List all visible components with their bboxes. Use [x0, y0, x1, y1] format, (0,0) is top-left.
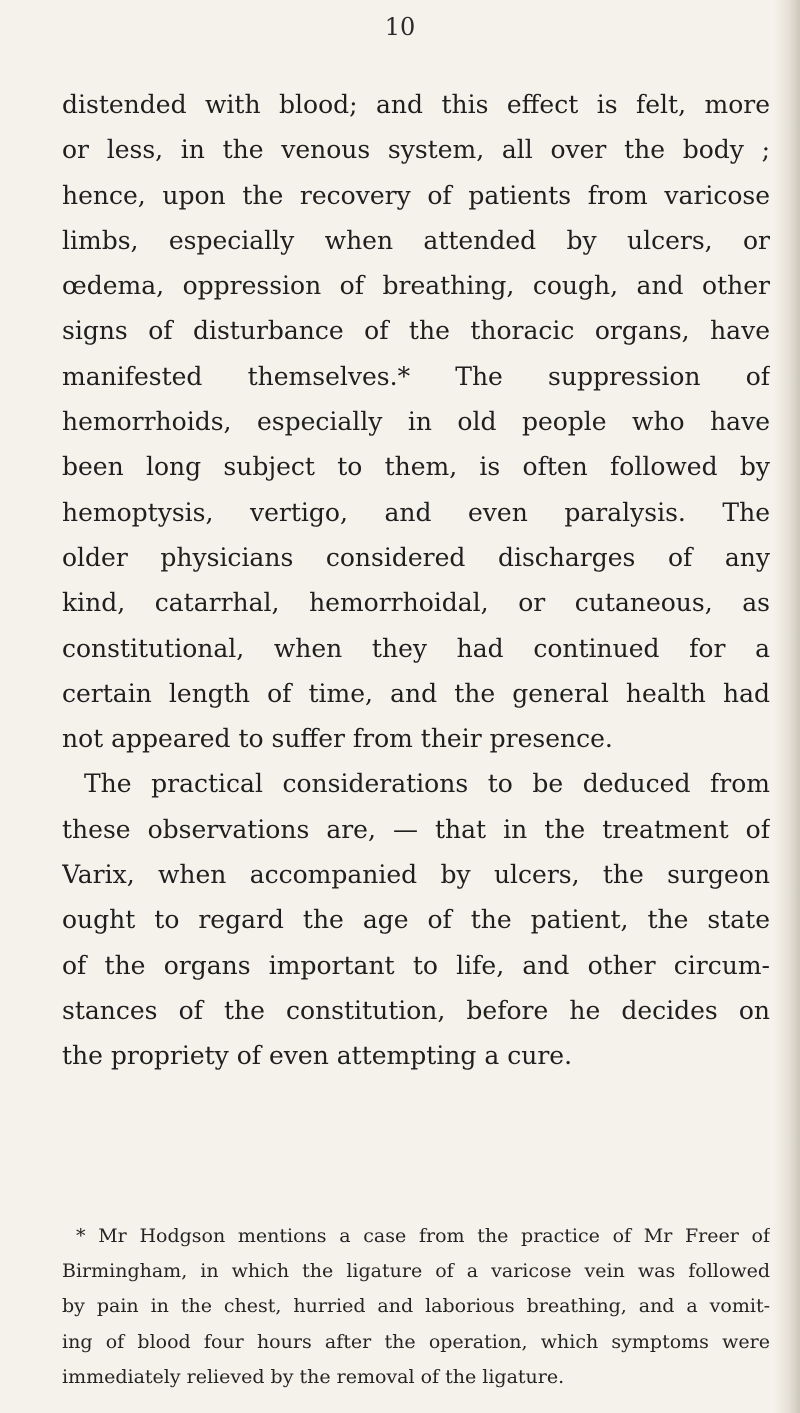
text-line: the propriety of even attempting a cure. — [62, 1041, 573, 1071]
text-line: been long subject to them, is often followed by — [62, 452, 770, 482]
footnote-block — [62, 1219, 770, 1395]
page-number: 10 — [384, 13, 416, 41]
text-line: these observations are, — that in the treatment of — [62, 814, 770, 844]
footnote-line: ing of blood four hours after the operation, which symptoms were — [62, 1330, 770, 1353]
text-line: hence, upon the recovery of patients from varicose — [62, 180, 770, 210]
text-line: hemoptysis, vertigo, and even paralysis. The — [62, 497, 770, 527]
text-line: stances of the constitution, before he decides on — [62, 995, 770, 1025]
text-line: constitutional, when they had continued for a — [62, 633, 770, 663]
text-line: hemorrhoids, especially in old people who have — [62, 407, 770, 437]
text-line: ought to regard the age of the patient, the state — [62, 905, 770, 935]
page-edge-shadow — [774, 0, 800, 1413]
footnote-line: Birmingham, in which the ligature of a varicose vein was followed — [62, 1260, 770, 1283]
footnote-line: * Mr Hodgson mentions a case from the practice of Mr Freer of — [76, 1225, 770, 1247]
text-line: certain length of time, and the general health had — [62, 678, 770, 708]
text-line: of the organs important to life, and other circum- — [62, 950, 770, 980]
footnote-line: by pain in the chest, hurried and laborious breathing, and a vomit- — [62, 1295, 770, 1318]
footnote-line: immediately relieved by the removal of the ligature. — [62, 1365, 565, 1388]
main-text-block — [62, 82, 770, 1079]
text-line: distended with blood; and this effect is felt, more — [62, 90, 770, 119]
text-line-paragraph-start: The practical considerations to be deduced from — [84, 769, 770, 799]
text-line: manifested themselves.* The suppression of — [62, 361, 770, 391]
text-line: kind, catarrhal, hemorrhoidal, or cutaneous, as — [62, 588, 770, 618]
text-line: signs of disturbance of the thoracic organs, have — [62, 316, 770, 346]
text-line: older physicians considered discharges of any — [62, 542, 770, 572]
text-line: limbs, especially when attended by ulcers, or — [62, 225, 770, 255]
text-line: not appeared to suffer from their presence. — [62, 724, 613, 754]
text-line: Varix, when accompanied by ulcers, the surgeon — [62, 860, 770, 890]
text-line: œdema, oppression of breathing, cough, and other — [62, 271, 770, 301]
text-line: or less, in the venous system, all over the body ; — [62, 135, 770, 165]
